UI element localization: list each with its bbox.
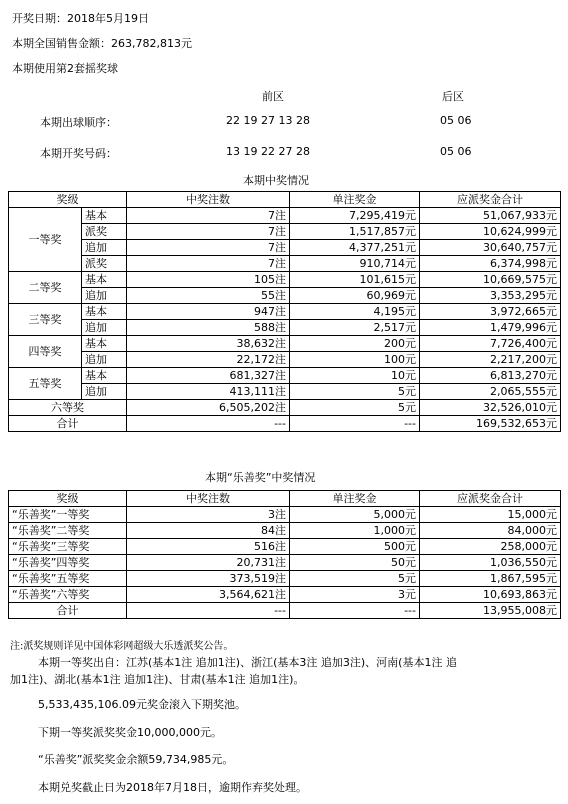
table-row [9,288,561,304]
front-zone-label: 前区 [262,90,284,103]
total-cell: 7,726,400元 [420,336,561,352]
unit-cell: 500元 [290,539,420,555]
table-row [9,240,561,256]
level-cell: 二等奖 [9,272,82,304]
count-cell: 681,327注 [127,368,290,384]
table-row [9,555,561,571]
first-prize-winners-line2: 加1注)、湖北(基本1注 追加1注)、甘肃(基本1注 追加1注)。 [10,673,305,686]
total-cell: 10,624,999元 [420,224,561,240]
level-cell: “乐善奖”二等奖 [9,523,127,539]
unit-cell: 4,195元 [290,304,420,320]
count-cell: 55注 [127,288,290,304]
level-cell: 合计 [9,603,127,619]
total-cell: 32,526,010元 [420,400,561,416]
sub-cell: 派奖 [82,224,127,240]
unit-cell: 10元 [290,368,420,384]
table-row [9,539,561,555]
header-total: 应派奖金合计 [420,192,561,208]
prize-table-caption: 本期中奖情况 [243,174,309,187]
level-cell: 六等奖 [9,400,127,416]
count-cell: 6,505,202注 [127,400,290,416]
total-cell: 1,036,550元 [420,555,561,571]
table-row [9,523,561,539]
count-cell: --- [127,416,290,432]
table-row [9,507,561,523]
unit-cell: 4,377,251元 [290,240,420,256]
sub-cell: 基本 [82,368,127,384]
sub-cell: 派奖 [82,256,127,272]
count-cell: 22,172注 [127,352,290,368]
total-cell: 13,955,008元 [420,603,561,619]
table-row [9,208,561,224]
table-row [9,587,561,603]
total-cell: 169,532,653元 [420,416,561,432]
table-row-sum [9,416,561,432]
total-cell: 84,000元 [420,523,561,539]
unit-cell: 100元 [290,352,420,368]
count-cell: 84注 [127,523,290,539]
sub-cell: 基本 [82,272,127,288]
total-cell: 10,669,575元 [420,272,561,288]
count-cell: --- [127,603,290,619]
footnote: 注:派奖规则详见中国体彩网超级大乐透派奖公告。 [10,641,234,652]
draw-order-front: 22 19 27 13 28 [226,114,310,127]
total-cell: 51,067,933元 [420,208,561,224]
draw-order-label: 本期出球顺序： [40,116,117,129]
unit-cell: --- [290,603,420,619]
header-total: 应派奖金合计 [420,491,561,507]
total-cell: 2,217,200元 [420,352,561,368]
level-cell: “乐善奖”四等奖 [9,555,127,571]
level-cell: “乐善奖”一等奖 [9,507,127,523]
table-row [9,368,561,384]
count-cell: 947注 [127,304,290,320]
sub-cell: 追加 [82,240,127,256]
total-cell: 258,000元 [420,539,561,555]
unit-cell: 1,517,857元 [290,224,420,240]
lepu-remaining: “乐善奖”派奖奖金余额59,734,985元。 [38,753,234,766]
count-cell: 20,731注 [127,555,290,571]
total-cell: 1,867,595元 [420,571,561,587]
header-unit: 单注奖金 [290,491,420,507]
total-cell: 3,972,665元 [420,304,561,320]
count-cell: 3注 [127,507,290,523]
unit-cell: 910,714元 [290,256,420,272]
header-level: 奖级 [9,491,127,507]
header-unit: 单注奖金 [290,192,420,208]
total-cell: 15,000元 [420,507,561,523]
count-cell: 105注 [127,272,290,288]
sub-cell: 追加 [82,320,127,336]
count-cell: 413,111注 [127,384,290,400]
count-cell: 38,632注 [127,336,290,352]
unit-cell: 7,295,419元 [290,208,420,224]
draw-date: 开奖日期：2018年5月19日 [12,12,149,25]
level-cell: 合计 [9,416,127,432]
lepu-table-caption: 本期“乐善奖”中奖情况 [205,471,316,484]
count-cell: 373,519注 [127,571,290,587]
level-cell: “乐善奖”五等奖 [9,571,127,587]
table-row [9,384,561,400]
table-row [9,256,561,272]
sub-cell: 基本 [82,336,127,352]
count-cell: 7注 [127,256,290,272]
header-level: 奖级 [9,192,127,208]
table-row-sum [9,603,561,619]
level-cell: 三等奖 [9,304,82,336]
level-cell: 四等奖 [9,336,82,368]
count-cell: 7注 [127,208,290,224]
total-cell: 30,640,757元 [420,240,561,256]
winning-number-label: 本期开奖号码： [40,147,117,160]
unit-cell: 3元 [290,587,420,603]
unit-cell: 50元 [290,555,420,571]
total-cell: 1,479,996元 [420,320,561,336]
level-cell: 一等奖 [9,208,82,272]
header-count: 中奖注数 [127,491,290,507]
sub-cell: 追加 [82,384,127,400]
lepu-table [8,490,561,619]
prize-table-header [9,192,561,208]
ball-set: 本期使用第2套摇奖球 [12,62,118,75]
table-row [9,224,561,240]
unit-cell: 5元 [290,571,420,587]
draw-order-back: 05 06 [440,114,472,127]
count-cell: 588注 [127,320,290,336]
table-row [9,571,561,587]
level-cell: 五等奖 [9,368,82,400]
winning-number-back: 05 06 [440,145,472,158]
first-prize-winners-line1: 本期一等奖出自：江苏(基本1注 追加1注)、浙江(基本3注 追加3注)、河南(基本1注 追 [38,656,457,669]
count-cell: 7注 [127,224,290,240]
unit-cell: 200元 [290,336,420,352]
sub-cell: 基本 [82,208,127,224]
unit-cell: 60,969元 [290,288,420,304]
unit-cell: 5元 [290,384,420,400]
count-cell: 516注 [127,539,290,555]
total-cell: 6,813,270元 [420,368,561,384]
sub-cell: 追加 [82,288,127,304]
unit-cell: 1,000元 [290,523,420,539]
prize-table [8,191,561,432]
claim-deadline: 本期兑奖截止日为2018年7月18日，逾期作弃奖处理。 [38,781,307,794]
table-row-sixth [9,400,561,416]
lepu-table-header [9,491,561,507]
sales-amount: 本期全国销售金额：263,782,813元 [12,37,192,50]
unit-cell: 5元 [290,400,420,416]
table-row [9,336,561,352]
unit-cell: --- [290,416,420,432]
total-cell: 10,693,863元 [420,587,561,603]
pool-rollover: 5,533,435,106.09元奖金滚入下期奖池。 [38,698,246,711]
unit-cell: 5,000元 [290,507,420,523]
total-cell: 2,065,555元 [420,384,561,400]
table-row [9,304,561,320]
unit-cell: 2,517元 [290,320,420,336]
total-cell: 3,353,295元 [420,288,561,304]
unit-cell: 101,615元 [290,272,420,288]
table-row [9,352,561,368]
winning-number-front: 13 19 22 27 28 [226,145,310,158]
next-first-prize: 下期一等奖派奖奖金10,000,000元。 [38,726,222,739]
sub-cell: 基本 [82,304,127,320]
count-cell: 7注 [127,240,290,256]
header-count: 中奖注数 [127,192,290,208]
total-cell: 6,374,998元 [420,256,561,272]
level-cell: “乐善奖”三等奖 [9,539,127,555]
table-row [9,320,561,336]
back-zone-label: 后区 [442,90,464,103]
count-cell: 3,564,621注 [127,587,290,603]
sub-cell: 追加 [82,352,127,368]
level-cell: “乐善奖”六等奖 [9,587,127,603]
table-row [9,272,561,288]
